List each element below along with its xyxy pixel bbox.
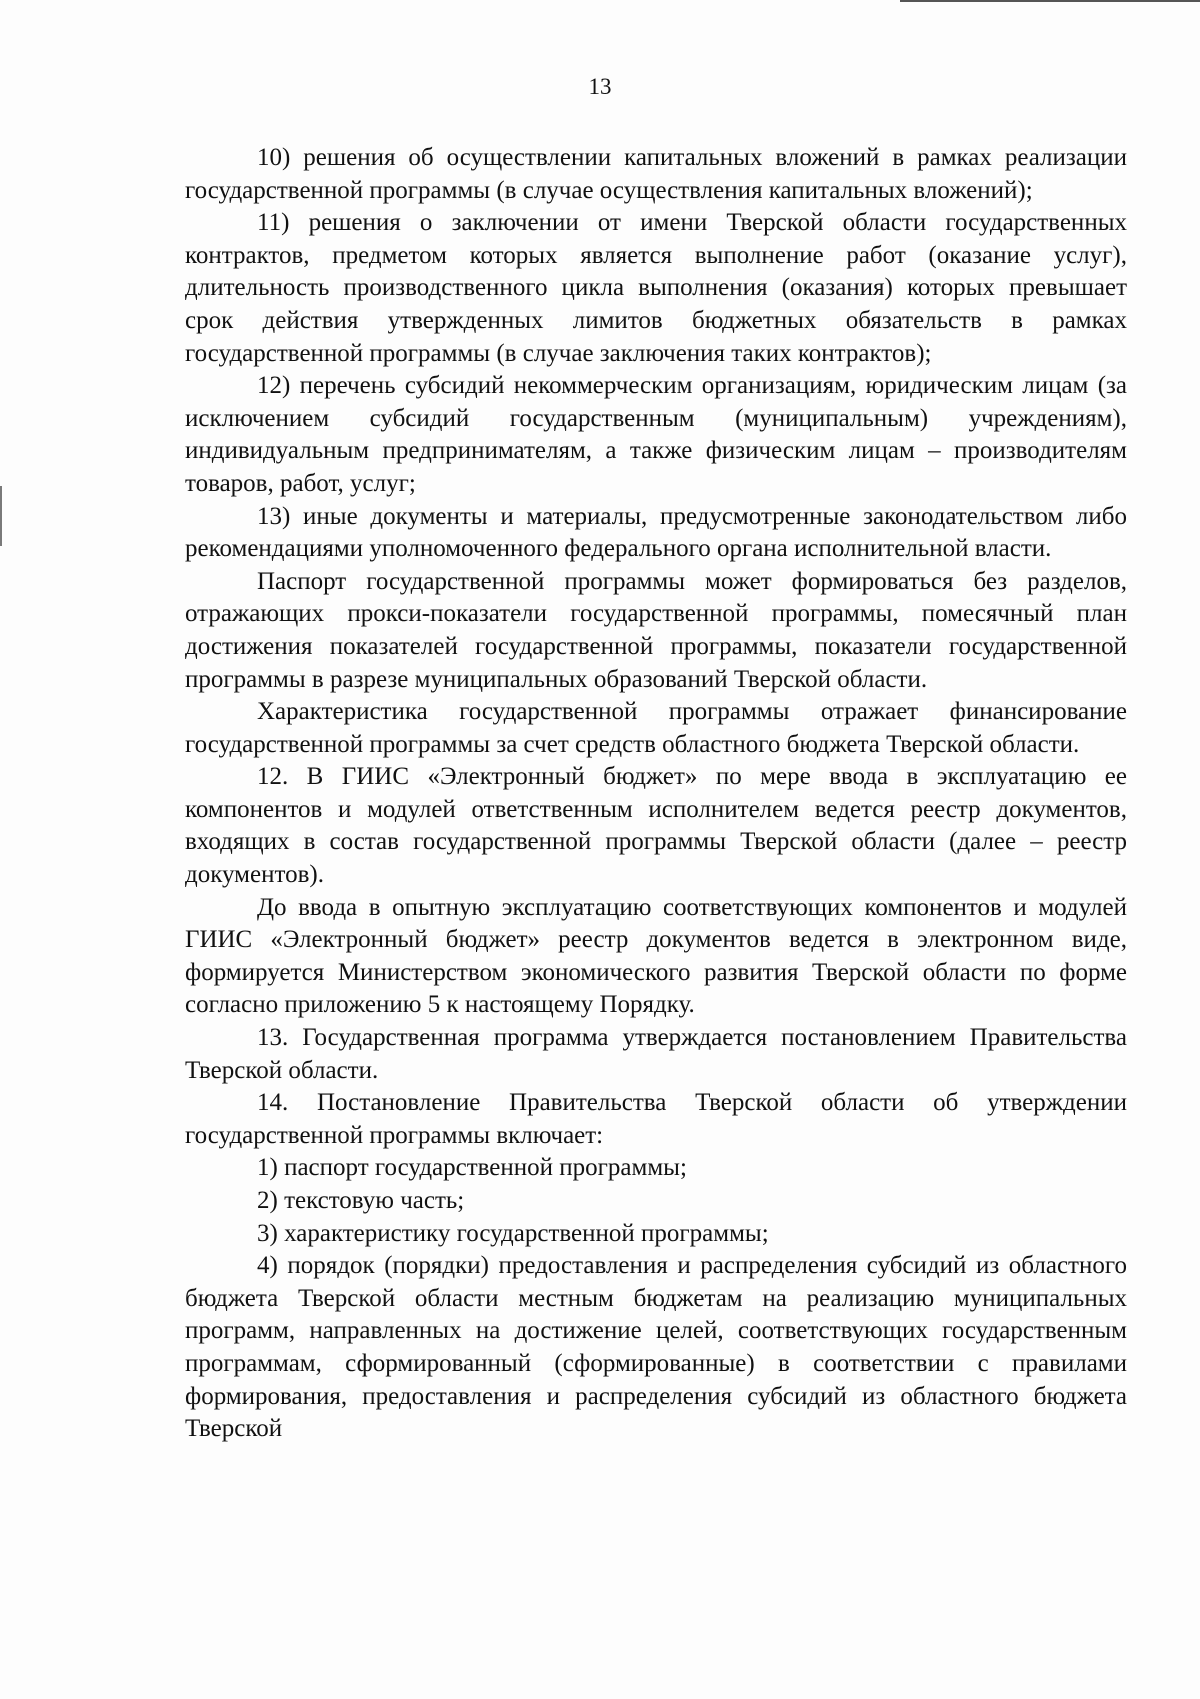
list-item-1: 1) паспорт государственной программы; [257,1154,687,1182]
paragraph-registry: До ввода в опытную эксплуатацию соответствующих компонентов и модулей ГИИС «Электронный бюджет» реестр документов ведется в электронном виде, формируется Министерством экономического развития Тверской области по форме согласно приложению 5 к настоящему Порядку. [185,893,1127,1019]
paragraph-item-10: 10) решения об осуществлении капитальных вложений в рамках реализации государственной программы (в случае осуществления капитальных вложений); [185,144,1127,204]
paragraph-item-11: 11) решения о заключении от имени Тверской области государственных контрактов, предметом которых является выполнение работ (оказание услуг), длительность производственного цикла выполнения (оказания) которых превышает срок действия утвержденных лимитов бюджетных обязательств в рамках государственной программы (в случае заключения таких контрактов); [185,209,1127,367]
scan-edge-line [0,486,2,546]
paragraph-item-12: 12) перечень субсидий некоммерческим организациям, юридическим лицам (за исключением субсидий государственным (муниципальным) учреждениям), индивидуальным предпринимателям, а также физическим лицам – производителям товаров, работ, услуг; [185,372,1127,497]
paragraph-characteristic: Характеристика государственной программы отражает финансирование государственной программы за счет средств областного бюджета Тверской области. [185,698,1127,758]
list-item-2: 2) текстовую часть; [257,1187,465,1214]
paragraph-clause-14: 14. Постановление Правительства Тверской области об утверждении государственной программы включает: [185,1089,1127,1149]
paragraph-item-13: 13) иные документы и материалы, предусмотренные законодательством либо рекомендациями уполномоченного федерального органа исполнительной власти. [185,502,1127,563]
paragraph-clause-12: 12. В ГИИС «Электронный бюджет» по мере ввода в эксплуатацию ее компонентов и модулей ответственным исполнителем ведется реестр документов, входящих в состав государственной программы Тверской области (далее – реестр документов). [185,763,1127,889]
paragraph-clause-13: 13. Государственная программа утверждается постановлением Правительства Тверской области. [185,1024,1127,1084]
list-item-4: 4) порядок (порядки) предоставления и распределения субсидий из областного бюджета Тверской области местным бюджетам на реализацию муниципальных программ, направленных на достижение целей, соответствующих государственным программам, сформированный (сформированные) в соответствии с правилами формирования, предоставления и распределения субсидий из областного бюджета Тверской [185,1252,1127,1443]
list-item-3: 3) характеристику государственной программы; [257,1219,769,1247]
scan-top-line [900,0,1200,2]
document-body [185,142,1127,1446]
paragraph-passport: Паспорт государственной программы может формироваться без разделов, отражающих прокси-показатели государственной программы, помесячный план достижения показателей государственной программы, показатели государственной программы в разрезе муниципальных образований Тверской области. [185,567,1127,693]
page-number: 13 [588,74,612,99]
